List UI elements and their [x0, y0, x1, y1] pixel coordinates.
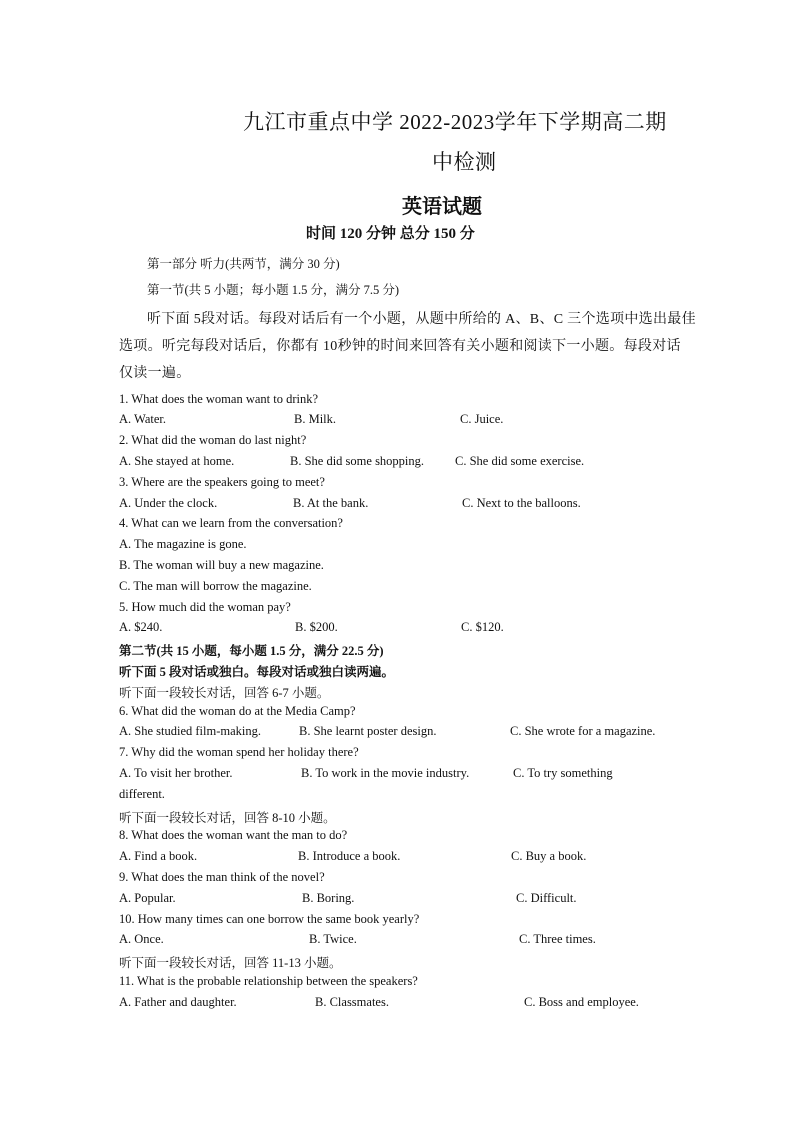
option-c-continued: different. — [119, 787, 165, 801]
option-a: A. Once. — [119, 932, 164, 946]
option-b: B. To work in the movie industry. — [301, 766, 470, 780]
option-a: A. Find a book. — [119, 849, 198, 863]
option-b: B. $200. — [295, 620, 338, 634]
section1-heading: 第一节(共 5 小题；每小题 1.5 分，满分 7.5 分) — [147, 283, 400, 297]
lead-8-10: 听下面一段较长对话，回答 8-10 小题。 — [119, 811, 336, 825]
option-a: A. $240. — [119, 620, 163, 634]
question-stem: 8. What does the woman want the man to do? — [119, 828, 348, 842]
option-c: C. She wrote for a magazine. — [510, 724, 656, 738]
option-c: C. Next to the balloons. — [462, 496, 581, 510]
option-b: B. Milk. — [294, 412, 337, 426]
option-a: A. She stayed at home. — [119, 454, 235, 468]
exam-title-line2: 中检测 — [432, 150, 497, 174]
option-c: C. Buy a book. — [511, 849, 587, 863]
option-a: A. The magazine is gone. — [119, 537, 247, 551]
option-b: B. Introduce a book. — [298, 849, 401, 863]
option-c: C. Juice. — [460, 412, 504, 426]
option-b: B. Twice. — [309, 932, 357, 946]
option-a: A. Popular. — [119, 891, 176, 905]
question-stem: 2. What did the woman do last night? — [119, 433, 307, 447]
option-a: A. Father and daughter. — [119, 995, 237, 1009]
option-a: A. To visit her brother. — [119, 766, 233, 780]
section2-instruction: 听下面 5 段对话或独白。每段对话或独白读两遍。 — [119, 665, 395, 679]
question-stem: 4. What can we learn from the conversation? — [119, 516, 343, 530]
option-c: C. The man will borrow the magazine. — [119, 579, 312, 593]
option-c: C. Boss and employee. — [524, 995, 639, 1009]
option-c: C. Difficult. — [516, 891, 577, 905]
subject-title: 英语试题 — [402, 196, 482, 218]
instruction-line2: 选项。听完每段对话后，你都有 10秒钟的时间来回答有关小题和阅读下一小题。每段对话 — [119, 339, 681, 354]
question-stem: 11. What is the probable relationship between the speakers? — [119, 974, 418, 988]
time-score: 时间 120 分钟 总分 150 分 — [306, 226, 475, 242]
instruction-line1: 听下面 5段对话。每段对话后有一个小题，从题中所给的 A、B、C 三个选项中选出最佳 — [147, 312, 696, 327]
option-b: B. She learnt poster design. — [299, 724, 437, 738]
option-c: C. $120. — [461, 620, 504, 634]
question-stem: 9. What does the man think of the novel? — [119, 870, 325, 884]
option-c: C. Three times. — [519, 932, 596, 946]
question-stem: 7. Why did the woman spend her holiday there? — [119, 745, 359, 759]
lead-11-13: 听下面一段较长对话，回答 11-13 小题。 — [119, 956, 342, 970]
option-a: A. Water. — [119, 412, 167, 426]
option-b: B. At the bank. — [293, 496, 369, 510]
section2-heading: 第二节(共 15 小题，每小题 1.5 分，满分 22.5 分) — [119, 644, 384, 658]
option-b: B. Classmates. — [315, 995, 389, 1009]
question-stem: 10. How many times can one borrow the same book yearly? — [119, 912, 420, 926]
option-b: B. Boring. — [302, 891, 355, 905]
option-b: B. She did some shopping. — [290, 454, 425, 468]
question-stem: 3. Where are the speakers going to meet? — [119, 475, 325, 489]
option-c: C. To try something — [513, 766, 613, 780]
option-a: A. She studied film-making. — [119, 724, 261, 738]
question-stem: 6. What did the woman do at the Media Camp? — [119, 704, 356, 718]
option-c: C. She did some exercise. — [455, 454, 585, 468]
exam-title-line1: 九江市重点中学 2022-2023学年下学期高二期 — [243, 110, 667, 134]
question-stem: 5. How much did the woman pay? — [119, 600, 291, 614]
lead-6-7: 听下面一段较长对话，回答 6-7 小题。 — [119, 686, 330, 700]
part1-heading: 第一部分 听力(共两节，满分 30 分) — [147, 257, 340, 271]
instruction-line3: 仅读一遍。 — [119, 366, 191, 381]
question-stem: 1. What does the woman want to drink? — [119, 392, 319, 406]
option-b: B. The woman will buy a new magazine. — [119, 558, 324, 572]
option-a: A. Under the clock. — [119, 496, 218, 510]
